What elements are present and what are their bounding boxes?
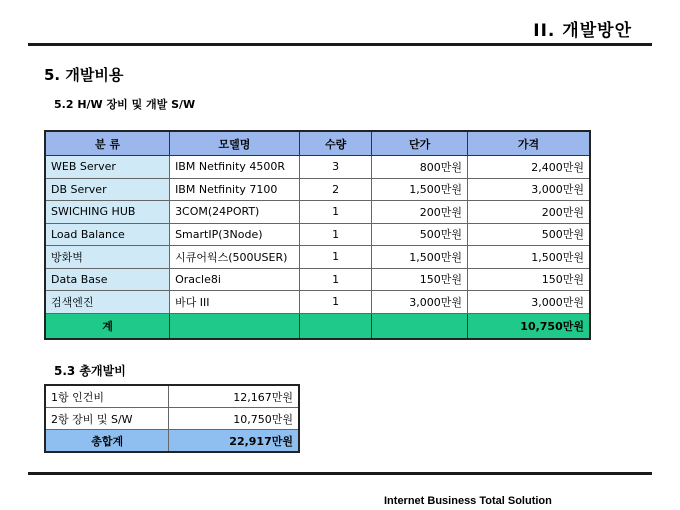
cell-price: 200만원 [467, 201, 590, 224]
cell-quantity: 2 [299, 178, 372, 201]
cell-price: 3,000만원 [467, 291, 590, 314]
total-empty-cell [170, 313, 300, 339]
bottom-divider [28, 472, 652, 475]
total-label: 계 [45, 313, 170, 339]
header-price: 가격 [467, 131, 590, 156]
cell-price: 2,400만원 [467, 156, 590, 179]
table-row [45, 156, 590, 179]
grand-total-label: 총합계 [45, 430, 169, 453]
cell-quantity: 1 [299, 201, 372, 224]
cell-model: SmartIP(3Node) [170, 223, 300, 246]
total-cost-table [44, 384, 300, 453]
table-row [45, 178, 590, 201]
cell-category: WEB Server [45, 156, 170, 179]
cell-model: 시큐어웍스(500USER) [170, 246, 300, 269]
cell-category: Load Balance [45, 223, 170, 246]
table-row [45, 408, 299, 430]
cell-model: IBM Netfinity 7100 [170, 178, 300, 201]
cell-model: 3COM(24PORT) [170, 201, 300, 224]
cell-unit-price: 150만원 [372, 268, 468, 291]
cell-category: 방화벽 [45, 246, 170, 269]
table-row [45, 385, 299, 408]
table-row [45, 223, 590, 246]
total-empty-cell [299, 313, 372, 339]
cell-model: 바다 III [170, 291, 300, 314]
subsection-total-title: 5.3 총개발비 [54, 364, 126, 378]
grand-total-row [45, 430, 299, 453]
cell-quantity: 3 [299, 156, 372, 179]
hw-cost-table [44, 130, 591, 340]
footer-text: Internet Business Total Solution [384, 495, 552, 507]
cell-model: IBM Netfinity 4500R [170, 156, 300, 179]
cell-amount: 10,750만원 [169, 408, 299, 430]
total-empty-cell [372, 313, 468, 339]
table-row [45, 201, 590, 224]
cell-unit-price: 200만원 [372, 201, 468, 224]
chapter-title: II. 개발방안 [533, 21, 632, 41]
cell-quantity: 1 [299, 223, 372, 246]
cell-price: 3,000만원 [467, 178, 590, 201]
header-category: 분 류 [45, 131, 170, 156]
header-unit-price: 단가 [372, 131, 468, 156]
cell-quantity: 1 [299, 246, 372, 269]
section-title: 5. 개발비용 [44, 66, 124, 84]
table-row [45, 268, 590, 291]
cell-item: 1항 인건비 [45, 385, 169, 408]
total-row [45, 313, 590, 339]
cell-category: Data Base [45, 268, 170, 291]
cell-unit-price: 3,000만원 [372, 291, 468, 314]
top-divider [28, 43, 652, 46]
cell-category: DB Server [45, 178, 170, 201]
grand-total-value: 22,917만원 [169, 430, 299, 453]
header-model: 모델명 [170, 131, 300, 156]
total-value: 10,750만원 [467, 313, 590, 339]
cell-unit-price: 1,500만원 [372, 178, 468, 201]
cell-price: 500만원 [467, 223, 590, 246]
cell-model: Oracle8i [170, 268, 300, 291]
cell-price: 1,500만원 [467, 246, 590, 269]
table-header-row [45, 131, 590, 156]
cell-category: 검색엔진 [45, 291, 170, 314]
cell-unit-price: 500만원 [372, 223, 468, 246]
subsection-hw-title: 5.2 H/W 장비 및 개발 S/W [54, 98, 196, 111]
cell-quantity: 1 [299, 291, 372, 314]
cell-item: 2항 장비 및 S/W [45, 408, 169, 430]
cell-amount: 12,167만원 [169, 385, 299, 408]
cell-category: SWICHING HUB [45, 201, 170, 224]
cell-quantity: 1 [299, 268, 372, 291]
cell-price: 150만원 [467, 268, 590, 291]
header-quantity: 수량 [299, 131, 372, 156]
cell-unit-price: 1,500만원 [372, 246, 468, 269]
cell-unit-price: 800만원 [372, 156, 468, 179]
table-row [45, 246, 590, 269]
table-row [45, 291, 590, 314]
